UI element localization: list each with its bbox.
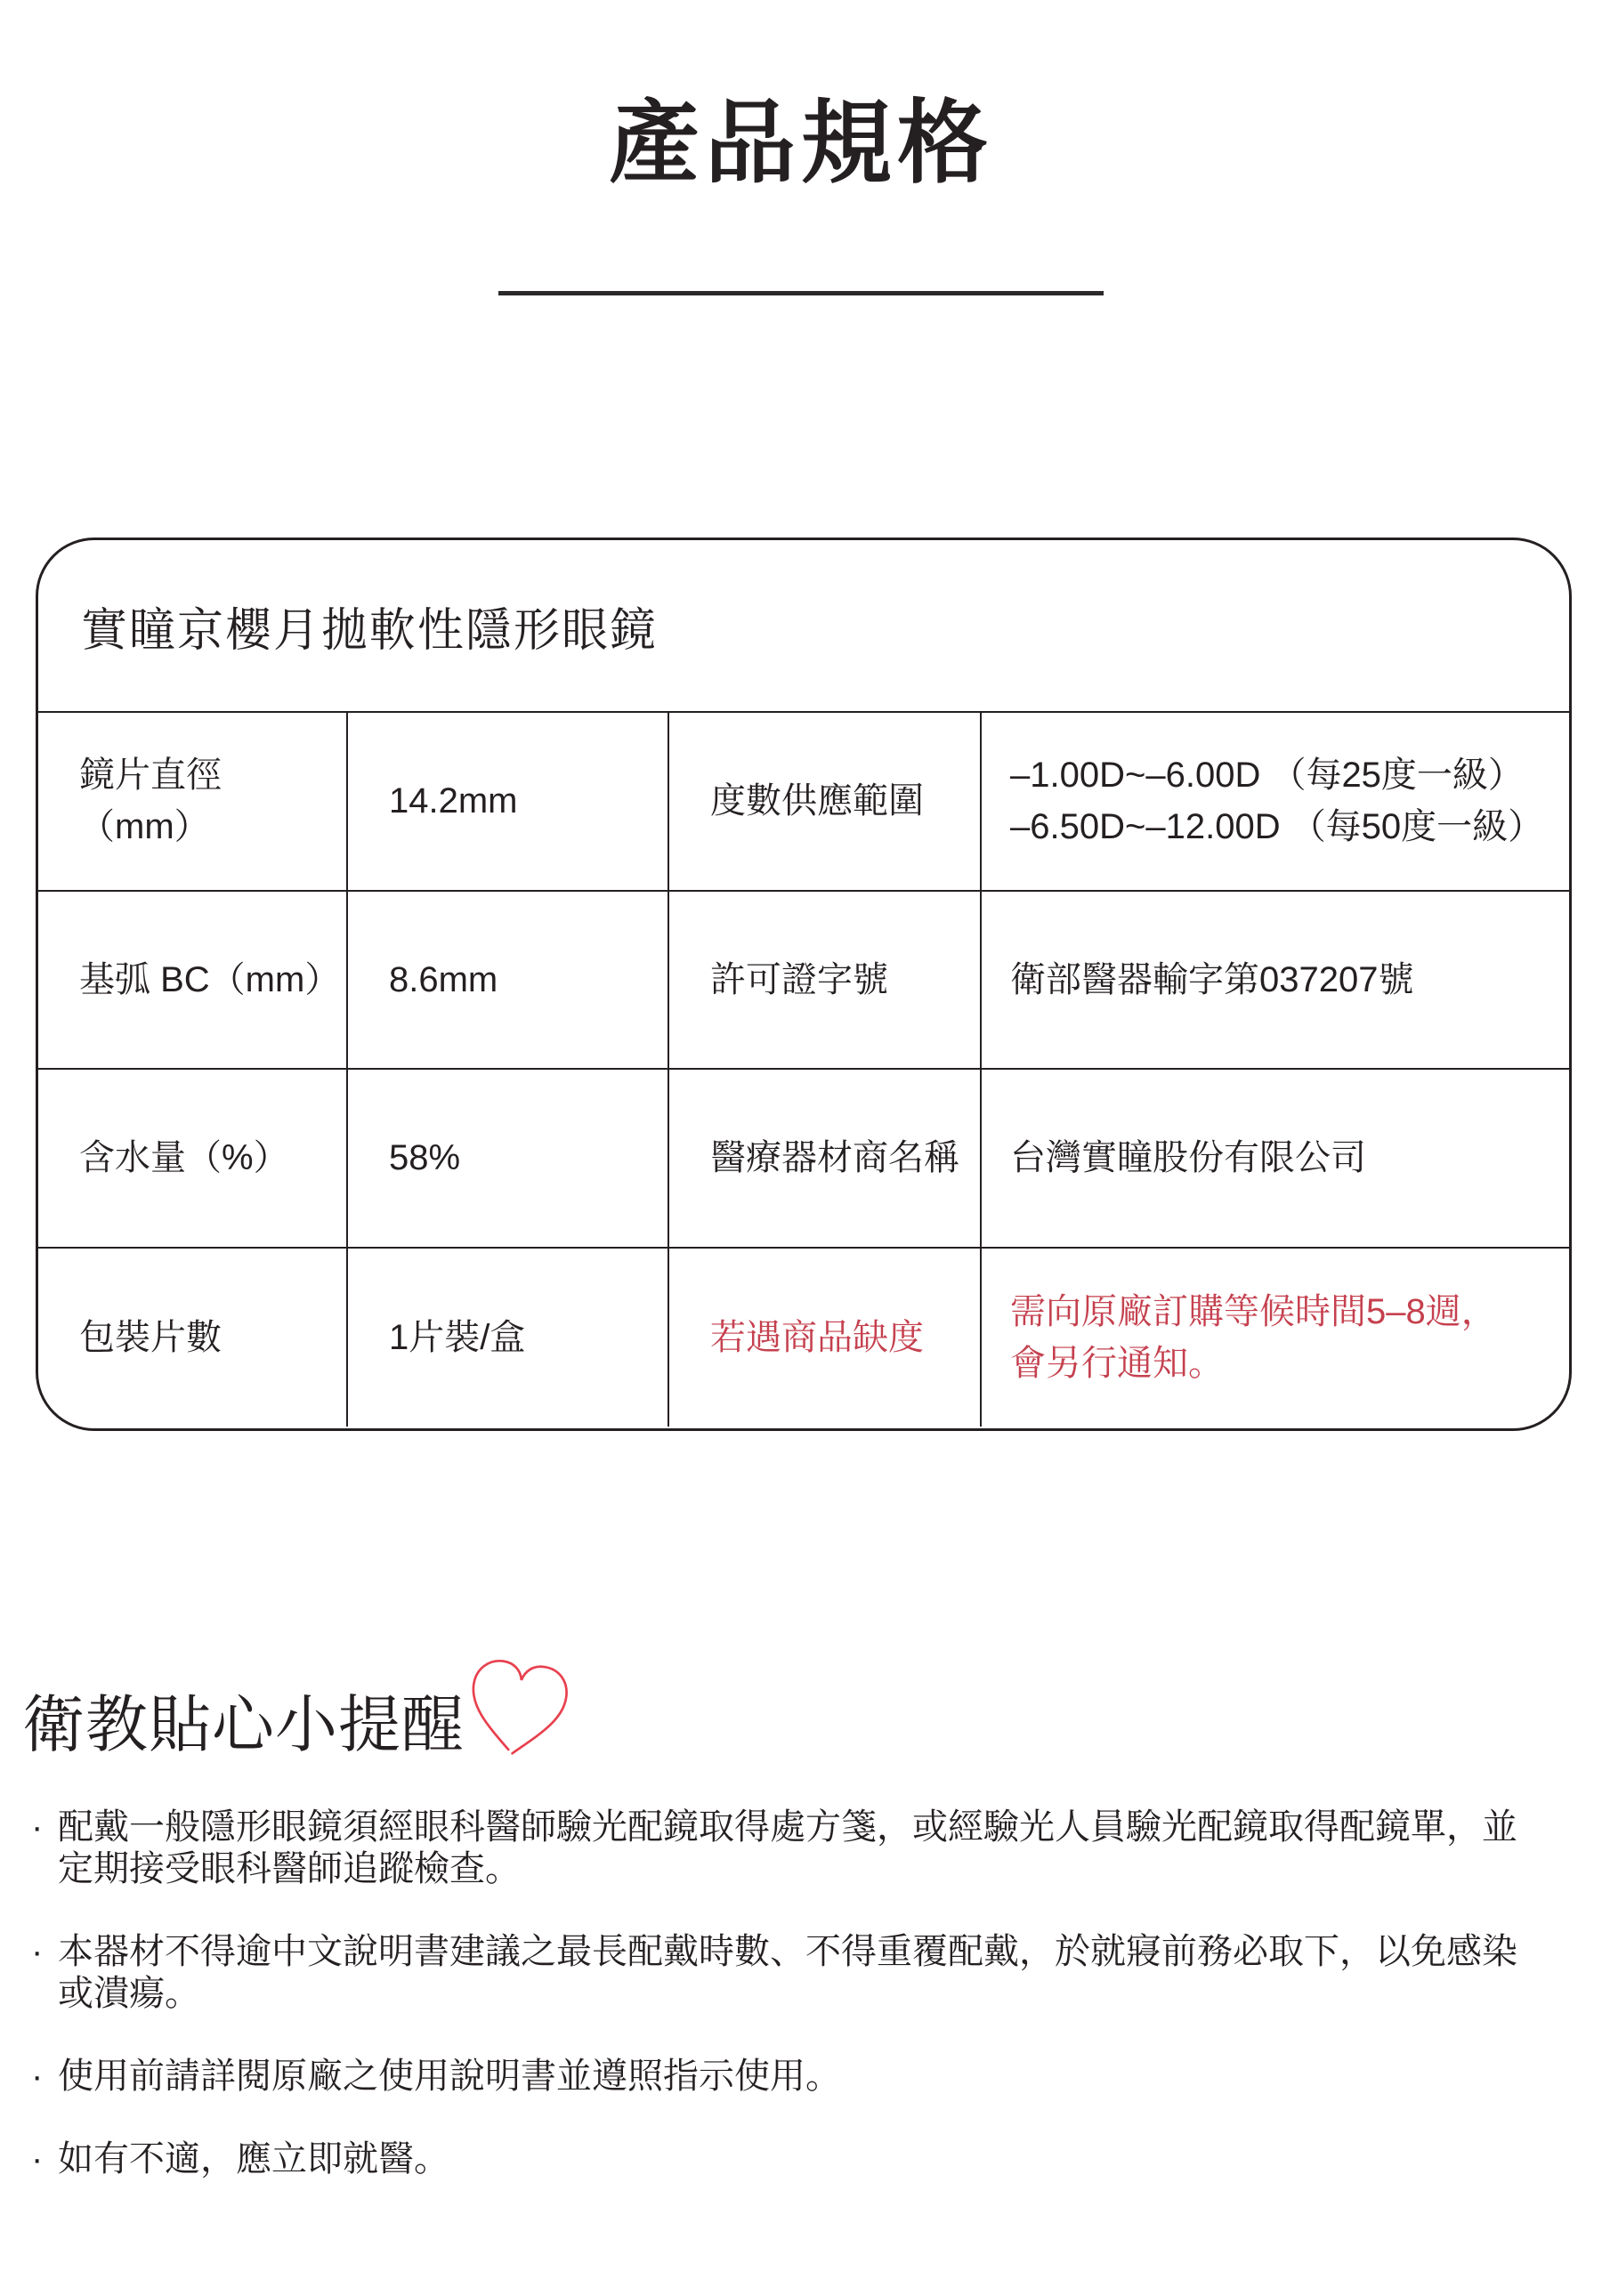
spec-value-water-content: 58% xyxy=(348,1070,669,1249)
spec-table xyxy=(36,538,1572,1431)
spec-table-body xyxy=(38,713,1569,1427)
bullet-text: 如有不適，應立即就醫。 xyxy=(58,2139,449,2179)
power-range-line-1: –1.00D~–6.00D （每25度一級） xyxy=(1010,756,1524,796)
spec-value-vendor-name xyxy=(982,1070,1569,1249)
bullet-text: 本器材不得逾中文說明書建議之最長配戴時數、不得重覆配戴，於就寢前務必取下，以免感染或潰瘍。 xyxy=(58,1932,1517,2013)
power-range-line-2: –6.50D~–12.00D （每50度一級） xyxy=(1010,807,1544,847)
out-of-stock-note-line-2: 會另行通知。 xyxy=(1010,1343,1224,1383)
list-item xyxy=(22,1931,1551,2015)
page-title: 產品規格 xyxy=(609,93,993,194)
care-title-row xyxy=(22,1687,1582,1766)
list-item xyxy=(22,1807,1551,1890)
care-reminder-section xyxy=(22,1687,1582,2221)
spec-label-vendor-name: 醫療器材商名稱 xyxy=(669,1070,982,1249)
list-item xyxy=(22,2056,1551,2098)
bullet-dot: · xyxy=(31,2139,44,2179)
spec-value-diameter: 14.2mm xyxy=(348,713,669,892)
list-item xyxy=(22,2138,1551,2180)
spec-value-out-of-stock-note xyxy=(982,1249,1569,1427)
out-of-stock-note-line-1: 需向原廠訂購等候時間5–8週， xyxy=(1010,1291,1497,1331)
title-underline xyxy=(498,291,1104,295)
heart-icon xyxy=(450,1649,584,1773)
license-number-line: 衛部醫器輸字第037207號 xyxy=(1010,959,1414,999)
spec-label-out-of-stock: 若遇商品缺度 xyxy=(669,1249,982,1427)
spec-label-diameter: 鏡片直徑（mm） xyxy=(38,713,348,892)
spec-label-base-curve: 基弧 BC（mm） xyxy=(38,892,348,1071)
spec-value-power-range xyxy=(982,713,1569,892)
bullet-dot: · xyxy=(31,2057,44,2096)
spec-table-product-name: 實瞳京櫻月拋軟性隱形眼鏡 xyxy=(38,540,1569,713)
spec-label-water-content: 含水量（%） xyxy=(38,1070,348,1249)
spec-value-pack-quantity: 1片裝/盒 xyxy=(348,1249,669,1427)
bullet-dot: · xyxy=(31,1807,44,1847)
spec-label-pack-quantity: 包裝片數 xyxy=(38,1249,348,1427)
care-section-title: 衛教貼心小提醒 xyxy=(22,1690,465,1759)
care-bullet-list xyxy=(22,1807,1582,2180)
spec-value-license-number xyxy=(982,892,1569,1071)
bullet-text: 配戴一般隱形眼鏡須經眼科醫師驗光配鏡取得處方箋，或經驗光人員驗光配鏡取得配鏡單，並定期接受眼科醫師追蹤檢查。 xyxy=(58,1807,1517,1888)
vendor-name-line: 台灣實瞳股份有限公司 xyxy=(1010,1138,1366,1178)
spec-label-power-range: 度數供應範圍 xyxy=(669,713,982,892)
bullet-text: 使用前請詳閱原廠之使用說明書並遵照指示使用。 xyxy=(58,2057,841,2096)
bullet-dot: · xyxy=(31,1932,44,1971)
spec-value-base-curve: 8.6mm xyxy=(348,892,669,1071)
spec-label-license-number: 許可證字號 xyxy=(669,892,982,1071)
